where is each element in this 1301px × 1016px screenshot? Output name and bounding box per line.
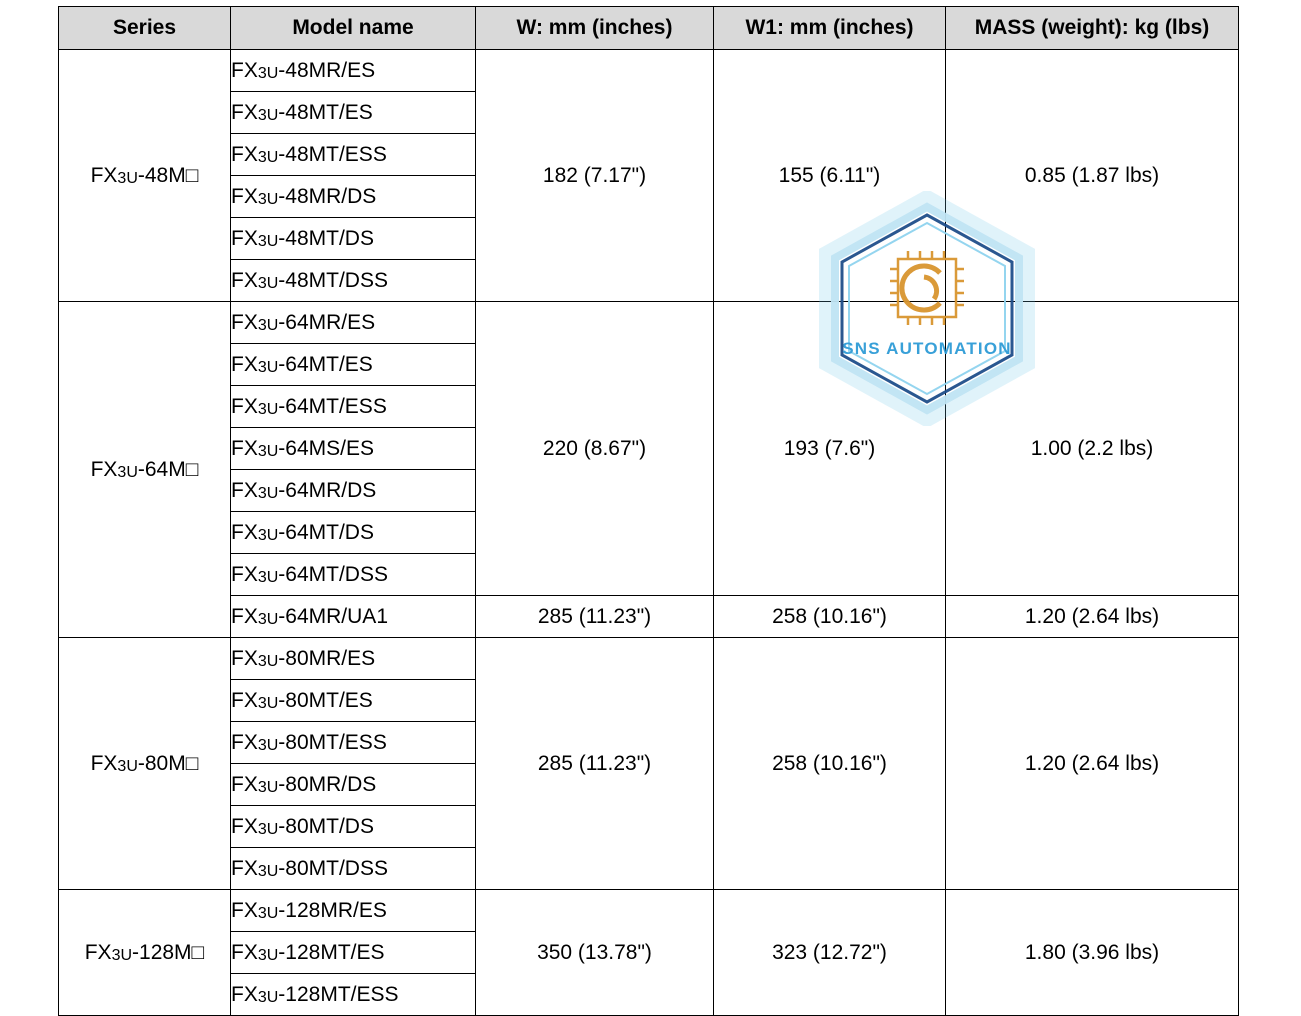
mass-cell: 0.85 (1.87 lbs): [946, 50, 1239, 302]
width-cell: 182 (7.17"): [476, 50, 714, 302]
model-name-cell: FX3U-64MT/DS: [231, 512, 476, 554]
header-row: [59, 7, 1239, 50]
mass-cell: 1.20 (2.64 lbs): [946, 638, 1239, 890]
model-name-cell: FX3U-64MT/ESS: [231, 386, 476, 428]
width-cell: 350 (13.78"): [476, 890, 714, 1016]
column-header-mass: MASS (weight): kg (lbs): [946, 7, 1239, 50]
table-row: [59, 890, 1239, 932]
mass-cell: 1.00 (2.2 lbs): [946, 302, 1239, 596]
table-header: [59, 7, 1239, 50]
width1-cell: 155 (6.11"): [714, 50, 946, 302]
series-cell: FX3U-128M□: [59, 890, 231, 1016]
table-row: [59, 596, 1239, 638]
model-name-cell: FX3U-80MT/ESS: [231, 722, 476, 764]
width1-cell: 258 (10.16"): [714, 596, 946, 638]
model-name-cell: FX3U-48MT/ES: [231, 92, 476, 134]
mass-cell: 1.80 (3.96 lbs): [946, 890, 1239, 1016]
mass-cell: 1.20 (2.64 lbs): [946, 596, 1239, 638]
series-cell: FX3U-80M□: [59, 638, 231, 890]
model-name-cell: FX3U-80MR/ES: [231, 638, 476, 680]
series-cell: FX3U-48M□: [59, 50, 231, 302]
width-cell: 220 (8.67"): [476, 302, 714, 596]
width1-cell: 258 (10.16"): [714, 638, 946, 890]
model-name-cell: FX3U-64MR/DS: [231, 470, 476, 512]
model-name-cell: FX3U-128MT/ES: [231, 932, 476, 974]
model-name-cell: FX3U-48MT/ESS: [231, 134, 476, 176]
model-name-cell: FX3U-64MT/DSS: [231, 554, 476, 596]
model-name-cell: FX3U-48MR/ES: [231, 50, 476, 92]
model-name-cell: FX3U-80MT/ES: [231, 680, 476, 722]
table-row: [59, 50, 1239, 92]
column-header-series: Series: [59, 7, 231, 50]
width-cell: 285 (11.23"): [476, 638, 714, 890]
series-cell: FX3U-64M□: [59, 302, 231, 638]
model-name-cell: FX3U-80MT/DSS: [231, 848, 476, 890]
table-row: [59, 638, 1239, 680]
model-name-cell: FX3U-64MS/ES: [231, 428, 476, 470]
column-header-model-name: Model name: [231, 7, 476, 50]
column-header-w: W: mm (inches): [476, 7, 714, 50]
specification-table: [58, 6, 1239, 1016]
model-name-cell: FX3U-128MR/ES: [231, 890, 476, 932]
width1-cell: 323 (12.72"): [714, 890, 946, 1016]
model-name-cell: FX3U-48MT/DSS: [231, 260, 476, 302]
table-row: [59, 302, 1239, 344]
column-header-w1: W1: mm (inches): [714, 7, 946, 50]
model-name-cell: FX3U-64MR/ES: [231, 302, 476, 344]
model-name-cell: FX3U-64MT/ES: [231, 344, 476, 386]
model-name-cell: FX3U-80MR/DS: [231, 764, 476, 806]
model-name-cell: FX3U-80MT/DS: [231, 806, 476, 848]
model-name-cell: FX3U-48MR/DS: [231, 176, 476, 218]
model-name-cell: FX3U-48MT/DS: [231, 218, 476, 260]
width-cell: 285 (11.23"): [476, 596, 714, 638]
model-name-cell: FX3U-64MR/UA1: [231, 596, 476, 638]
table-body: [59, 50, 1239, 1016]
watermark-text: SNS AUTOMATION: [842, 339, 1012, 358]
model-name-cell: FX3U-128MT/ESS: [231, 974, 476, 1016]
width1-cell: 193 (7.6"): [714, 302, 946, 596]
